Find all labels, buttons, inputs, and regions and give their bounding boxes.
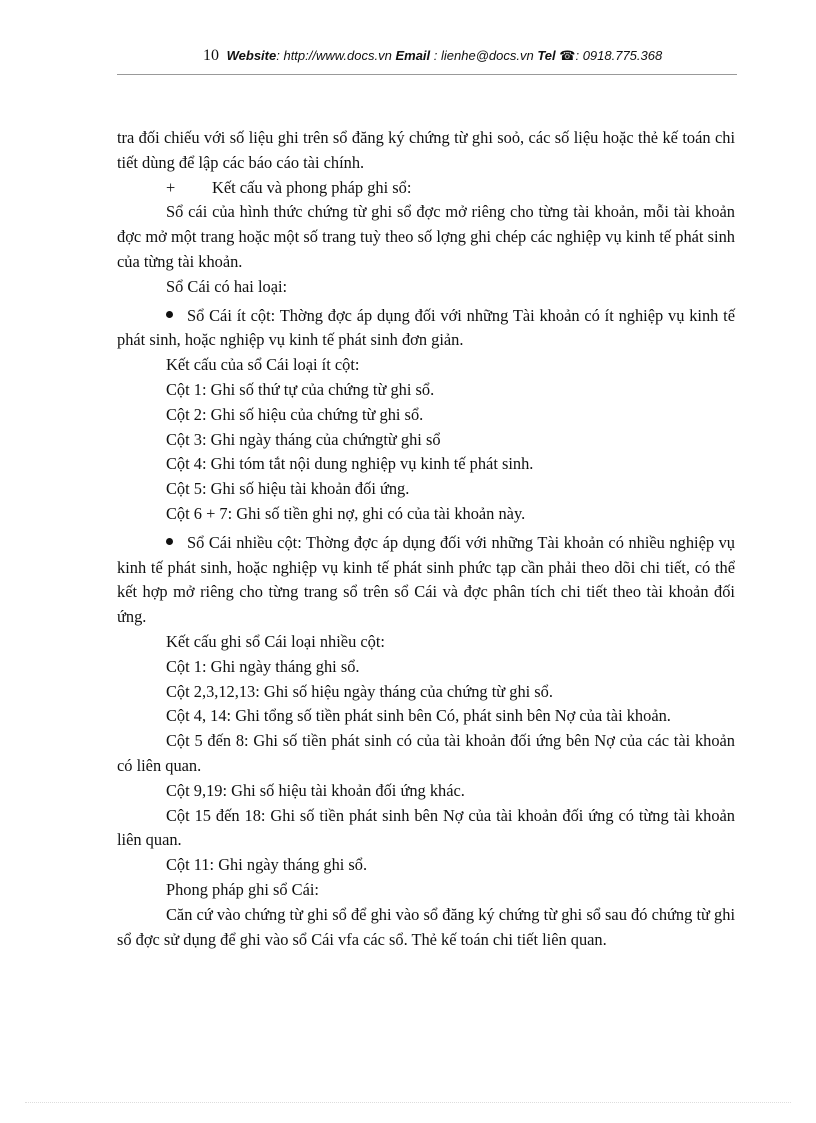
website-label: Website bbox=[226, 48, 277, 63]
paragraph-method: Căn cứ vào chứng từ ghi sổ để ghi vào sổ đăng ký chứng từ ghi sổ sau đó chứng từ ghi sổ đợc sử dụng để ghi vào sổ Cái vfa các sổ. Thẻ kế toán chi tiết liên quan. bbox=[117, 904, 735, 949]
column-line: Cột 1: Ghi số thứ tự của chứng từ ghi sổ. bbox=[166, 379, 435, 399]
section-heading bbox=[117, 176, 735, 201]
bullet-icon bbox=[166, 538, 173, 545]
bullet-few-columns bbox=[117, 304, 735, 354]
paragraph-ledger-desc: Sổ cái của hình thức chứng từ ghi sổ đợc mở riêng cho từng tài khoản, mỗi tài khoản đợc mở một trang hoặc một số trang tuỳ theo số lợng ghi chép các nghiệp vụ kinh tế phát sinh của từng tài khoản. bbox=[117, 202, 735, 271]
section-heading-text: Kết cấu và phong pháp ghi sổ: bbox=[212, 177, 412, 197]
paragraph-method-heading: Phong pháp ghi sổ Cái: bbox=[166, 879, 319, 899]
column-line: Cột 2,3,12,13: Ghi số hiệu ngày tháng của chứng từ ghi sổ. bbox=[166, 681, 553, 701]
column-line: Cột 1: Ghi ngày tháng ghi sổ. bbox=[166, 656, 360, 676]
column-line: Cột 3: Ghi ngày tháng của chứngtừ ghi sổ bbox=[166, 429, 441, 449]
plus-marker: + bbox=[166, 177, 176, 197]
bullet-icon bbox=[166, 311, 173, 318]
bullet-many-columns bbox=[117, 531, 735, 630]
website-url[interactable]: : http://www.docs.vn bbox=[276, 48, 392, 63]
document-body bbox=[117, 126, 735, 952]
paragraph-structure-few: Kết cấu của sổ Cái loại ít cột: bbox=[166, 355, 360, 375]
tel-label: Tel bbox=[537, 48, 556, 63]
paragraph-ledger-types: Sổ Cái có hai loại: bbox=[166, 276, 288, 296]
column-line: Cột 5: Ghi số hiệu tài khoản đối ứng. bbox=[166, 479, 410, 499]
page-number: 10 bbox=[203, 47, 219, 64]
bullet-text: Sổ Cái ít cột: Thờng đợc áp dụng đối với những Tài khoản có ít nghiệp vụ kinh tế phát sinh, hoặc nghiệp vụ kinh tế phát sinh đơn giản. bbox=[117, 305, 735, 350]
column-line: Cột 15 đến 18: Ghi số tiền phát sinh bên Nợ của tài khoản đối ứng có từng tài khoản liên quan. bbox=[117, 805, 735, 850]
column-line: Cột 4, 14: Ghi tổng số tiền phát sinh bên Có, phát sinh bên Nợ của tài khoản. bbox=[166, 706, 671, 726]
column-line: Cột 11: Ghi ngày tháng ghi sổ. bbox=[166, 855, 368, 875]
page-header bbox=[203, 47, 662, 65]
column-line: Cột 2: Ghi số hiệu của chứng từ ghi sổ. bbox=[166, 404, 424, 424]
column-line: Cột 9,19: Ghi số hiệu tài khoản đối ứng khác. bbox=[166, 780, 465, 800]
email-address[interactable]: : lienhe@docs.vn bbox=[433, 48, 534, 63]
paragraph-intro: tra đối chiếu với số liệu ghi trên sổ đăng ký chứng từ ghi soỏ, các số liệu hoặc thẻ kế toán chi tiết dùng để lập các báo cáo tài chính. bbox=[117, 128, 735, 172]
phone-number: : 0918.775.368 bbox=[575, 48, 663, 63]
email-label: Email bbox=[395, 48, 431, 63]
column-line: Cột 5 đến 8: Ghi số tiền phát sinh có của tài khoản đối ứng bên Nợ của các tài khoản có liên quan. bbox=[117, 731, 735, 775]
column-line: Cột 4: Ghi tóm tắt nội dung nghiệp vụ kinh tế phát sinh. bbox=[166, 454, 534, 474]
column-line: Cột 6 + 7: Ghi số tiền ghi nợ, ghi có của tài khoản này. bbox=[166, 503, 526, 523]
header-divider bbox=[117, 74, 737, 75]
phone-icon: ☎ bbox=[559, 48, 576, 63]
paragraph-structure-many: Kết cấu ghi sổ Cái loại nhiều cột: bbox=[166, 631, 385, 651]
footer-divider bbox=[25, 1102, 791, 1103]
bullet-text: Sổ Cái nhiều cột: Thờng đợc áp dụng đối với những Tài khoản có nhiều nghiệp vụ kinh tế phát sinh, hoặc nghiệp vụ kinh tế phát sinh phức tạp cần phải theo dõi chi tiết, có thể kết hợp mở riêng cho từng trang sổ trên sổ Cái và đợc phân tích chi tiết theo tài khoản đối ứng. bbox=[117, 532, 735, 627]
